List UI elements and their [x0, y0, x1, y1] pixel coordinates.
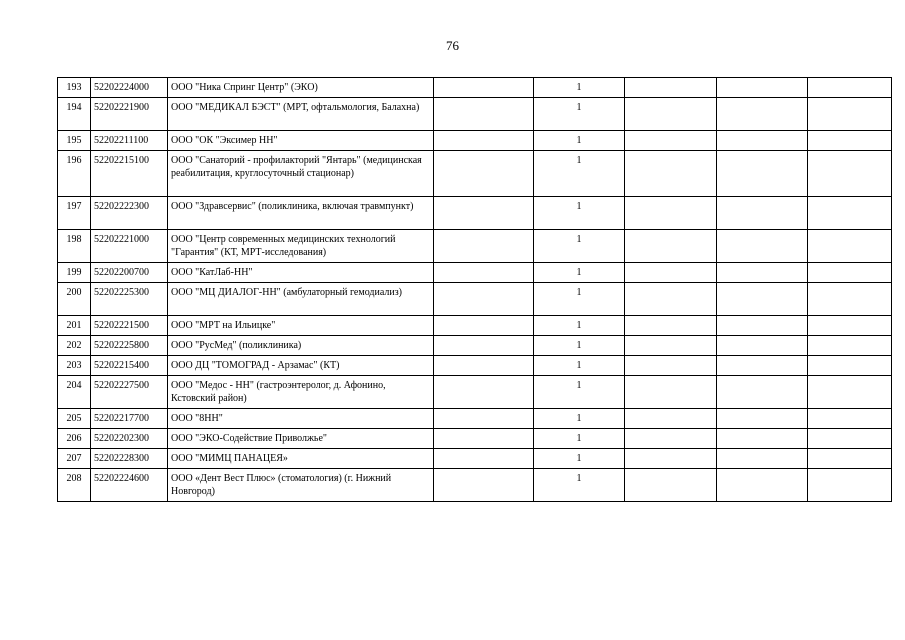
value-cell-5: 1 [534, 356, 625, 376]
value-cell-8 [808, 263, 892, 283]
organization-code: 52202227500 [91, 376, 168, 409]
organization-name: ООО "Санаторий - профилакторий "Янтарь" (медицинская реабилитация, круглосуточный стационар) [168, 151, 434, 197]
value-cell-6 [625, 151, 717, 197]
value-cell-5: 1 [534, 131, 625, 151]
value-cell-8 [808, 131, 892, 151]
table-row [58, 263, 892, 283]
table-row [58, 151, 892, 197]
value-cell-4 [434, 429, 534, 449]
table-row [58, 409, 892, 429]
value-cell-4 [434, 356, 534, 376]
row-number: 200 [58, 283, 91, 316]
value-cell-4 [434, 263, 534, 283]
value-cell-8 [808, 469, 892, 502]
organization-name: ООО "ОК "Эксимер НН" [168, 131, 434, 151]
table-row [58, 429, 892, 449]
row-number: 204 [58, 376, 91, 409]
row-number: 202 [58, 336, 91, 356]
row-number: 197 [58, 197, 91, 230]
organization-name: ООО "Ника Спринг Центр" (ЭКО) [168, 78, 434, 98]
value-cell-6 [625, 449, 717, 469]
value-cell-6 [625, 230, 717, 263]
table-row [58, 376, 892, 409]
value-cell-6 [625, 469, 717, 502]
organization-name: ООО "МРТ на Ильицке" [168, 316, 434, 336]
organization-name: ООО ДЦ "ТОМОГРАД - Арзамас" (КТ) [168, 356, 434, 376]
value-cell-7 [717, 316, 808, 336]
value-cell-8 [808, 230, 892, 263]
value-cell-4 [434, 449, 534, 469]
value-cell-5: 1 [534, 283, 625, 316]
organization-name: ООО "МИМЦ ПАНАЦЕЯ» [168, 449, 434, 469]
value-cell-5: 1 [534, 409, 625, 429]
value-cell-7 [717, 449, 808, 469]
row-number: 195 [58, 131, 91, 151]
value-cell-8 [808, 316, 892, 336]
organization-code: 52202202300 [91, 429, 168, 449]
value-cell-7 [717, 356, 808, 376]
value-cell-7 [717, 151, 808, 197]
page-number: 76 [446, 38, 459, 53]
value-cell-4 [434, 469, 534, 502]
value-cell-4 [434, 230, 534, 263]
organization-code: 52202225300 [91, 283, 168, 316]
organization-name: ООО «Дент Вест Плюс» (стоматология) (г. Нижний Новгород) [168, 469, 434, 502]
value-cell-4 [434, 316, 534, 336]
table-row [58, 283, 892, 316]
value-cell-7 [717, 263, 808, 283]
value-cell-6 [625, 263, 717, 283]
value-cell-7 [717, 131, 808, 151]
value-cell-8 [808, 356, 892, 376]
value-cell-6 [625, 131, 717, 151]
value-cell-4 [434, 151, 534, 197]
value-cell-4 [434, 197, 534, 230]
value-cell-6 [625, 429, 717, 449]
organization-code: 52202221900 [91, 98, 168, 131]
organization-code: 52202224600 [91, 469, 168, 502]
table-row [58, 449, 892, 469]
organization-code: 52202224000 [91, 78, 168, 98]
organization-code: 52202228300 [91, 449, 168, 469]
value-cell-5: 1 [534, 197, 625, 230]
value-cell-7 [717, 98, 808, 131]
value-cell-8 [808, 376, 892, 409]
row-number: 194 [58, 98, 91, 131]
value-cell-6 [625, 376, 717, 409]
value-cell-7 [717, 283, 808, 316]
organization-name: ООО "РусМед" (поликлиника) [168, 336, 434, 356]
value-cell-7 [717, 197, 808, 230]
organization-code: 52202215100 [91, 151, 168, 197]
value-cell-4 [434, 409, 534, 429]
table-row [58, 197, 892, 230]
organization-code: 52202217700 [91, 409, 168, 429]
value-cell-5: 1 [534, 316, 625, 336]
value-cell-8 [808, 336, 892, 356]
value-cell-7 [717, 429, 808, 449]
organization-code: 52202215400 [91, 356, 168, 376]
organization-name: ООО "КатЛаб-НН" [168, 263, 434, 283]
value-cell-8 [808, 98, 892, 131]
organization-name: ООО "ЭКО-Содействие Приволжье" [168, 429, 434, 449]
value-cell-7 [717, 469, 808, 502]
value-cell-6 [625, 197, 717, 230]
value-cell-8 [808, 409, 892, 429]
value-cell-4 [434, 131, 534, 151]
table-row [58, 316, 892, 336]
value-cell-6 [625, 283, 717, 316]
row-number: 199 [58, 263, 91, 283]
value-cell-5: 1 [534, 263, 625, 283]
organization-name: ООО "Медос - НН" (гастроэнтеролог, д. Афонино, Кстовский район) [168, 376, 434, 409]
value-cell-5: 1 [534, 78, 625, 98]
organization-name: ООО "8НН" [168, 409, 434, 429]
value-cell-8 [808, 449, 892, 469]
value-cell-4 [434, 336, 534, 356]
value-cell-5: 1 [534, 230, 625, 263]
row-number: 201 [58, 316, 91, 336]
value-cell-4 [434, 283, 534, 316]
row-number: 205 [58, 409, 91, 429]
table-row [58, 78, 892, 98]
value-cell-7 [717, 336, 808, 356]
value-cell-4 [434, 98, 534, 131]
organization-code: 52202225800 [91, 336, 168, 356]
value-cell-8 [808, 197, 892, 230]
table-row [58, 336, 892, 356]
value-cell-8 [808, 429, 892, 449]
organization-code: 52202222300 [91, 197, 168, 230]
value-cell-7 [717, 376, 808, 409]
value-cell-6 [625, 98, 717, 131]
value-cell-5: 1 [534, 151, 625, 197]
value-cell-5: 1 [534, 449, 625, 469]
organization-code: 52202200700 [91, 263, 168, 283]
organization-code: 52202211100 [91, 131, 168, 151]
value-cell-5: 1 [534, 98, 625, 131]
organization-name: ООО "Центр современных медицинских технологий "Гарантия" (КТ, МРТ-исследования) [168, 230, 434, 263]
value-cell-5: 1 [534, 429, 625, 449]
table-row [58, 131, 892, 151]
organization-code: 52202221500 [91, 316, 168, 336]
registry-table-body [58, 78, 892, 502]
registry-table [57, 77, 892, 502]
table-row [58, 469, 892, 502]
table-row [58, 356, 892, 376]
organization-name: ООО "МЦ ДИАЛОГ-НН" (амбулаторный гемодиализ) [168, 283, 434, 316]
table-row [58, 230, 892, 263]
value-cell-6 [625, 409, 717, 429]
value-cell-5: 1 [534, 469, 625, 502]
value-cell-7 [717, 78, 808, 98]
value-cell-6 [625, 316, 717, 336]
value-cell-5: 1 [534, 376, 625, 409]
value-cell-7 [717, 409, 808, 429]
row-number: 198 [58, 230, 91, 263]
row-number: 206 [58, 429, 91, 449]
value-cell-8 [808, 283, 892, 316]
value-cell-6 [625, 336, 717, 356]
row-number: 196 [58, 151, 91, 197]
value-cell-4 [434, 376, 534, 409]
organization-code: 52202221000 [91, 230, 168, 263]
value-cell-7 [717, 230, 808, 263]
value-cell-8 [808, 151, 892, 197]
row-number: 203 [58, 356, 91, 376]
organization-name: ООО "Здравсервис" (поликлиника, включая травмпункт) [168, 197, 434, 230]
row-number: 193 [58, 78, 91, 98]
value-cell-6 [625, 356, 717, 376]
row-number: 208 [58, 469, 91, 502]
row-number: 207 [58, 449, 91, 469]
value-cell-8 [808, 78, 892, 98]
table-row [58, 98, 892, 131]
value-cell-4 [434, 78, 534, 98]
organization-name: ООО "МЕДИКАЛ БЭСТ" (МРТ, офтальмология, Балахна) [168, 98, 434, 131]
value-cell-5: 1 [534, 336, 625, 356]
value-cell-6 [625, 78, 717, 98]
